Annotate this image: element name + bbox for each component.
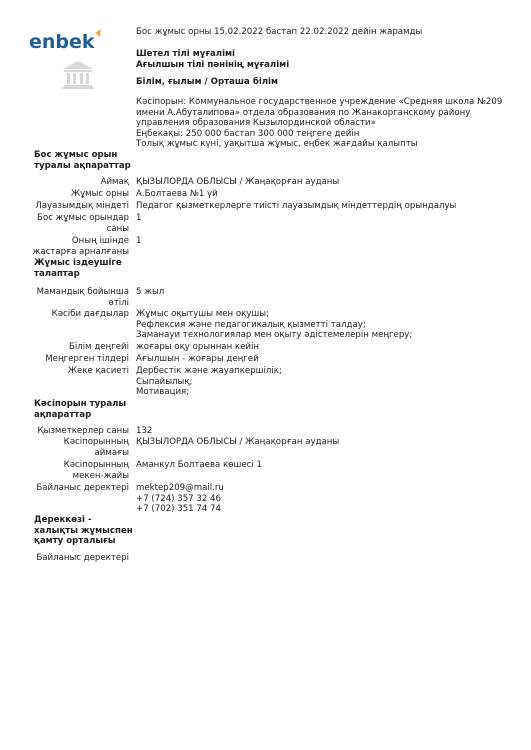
field-company-address-label-line1: Кәсіпорынның — [63, 460, 129, 470]
field-workplace-value: А.Болтаева №1 үй — [136, 189, 218, 199]
field-source-contacts-label: Байланыс деректері — [36, 553, 129, 563]
field-company-address-label-line2: мекен-жайы — [72, 470, 129, 481]
vacancy-category: Білім, ғылым / Орташа білім — [136, 77, 279, 87]
section-title-source-line3: қамту орталығы — [34, 536, 116, 547]
enbek-logo-text: enbek — [29, 31, 95, 53]
field-region-value: ҚЫЗЫЛОРДА ОБЛЫСЫ / Жаңақорған ауданы — [136, 177, 340, 187]
quality-item: Сыпайылық; — [136, 376, 193, 387]
skill-item: Рефлексия және педагогикалық қызметті талдау; — [136, 319, 366, 330]
field-company-contacts-value — [136, 483, 516, 515]
field-youth-count-label-line2: жастарға арналғаны — [32, 246, 129, 257]
vacancy-validity-period: Бос жұмыс орны 15.02.2022 бастап 22.02.2022 дейін жарамды — [136, 27, 423, 37]
salary: Еңбекақы: 250 000 бастап 300 000 теңгеге дейін — [136, 128, 360, 139]
employer-summary — [136, 97, 506, 150]
field-company-contacts-label: Байланыс деректері — [36, 483, 129, 493]
section-title-company-line2: ақпараттар — [34, 409, 92, 420]
field-personal-qualities-value — [136, 366, 516, 398]
field-duties-label: Лауазымдық міндеті — [35, 201, 129, 211]
field-skills-value — [136, 309, 516, 341]
field-experience-value: 5 жыл — [136, 287, 165, 297]
skill-item: Заманауи технологиялар мен оқыту әдістемелерін меңгеру; — [136, 330, 413, 341]
employer-line2: имени А.Абуталипова» отдела образования по Жанакорганскому району — [136, 107, 471, 118]
field-skills-label: Кәсіби дағдылар — [51, 309, 129, 319]
field-company-address-value: Аманкул Болтаева көшесі 1 — [136, 460, 262, 470]
field-experience-label — [29, 287, 129, 308]
vacancy-title-line1: Шетел тілі мұғалімі — [136, 49, 236, 59]
section-title-seeker-line1: Жұмыс іздеушіге — [34, 258, 122, 268]
enbek-logo-mark — [29, 29, 103, 55]
vacancy-title — [136, 49, 289, 70]
field-vacancy-count-label-line1: Бос жұмыс орындар — [37, 213, 129, 223]
field-youth-count-value: 1 — [136, 236, 142, 246]
field-languages-label: Меңгерген тілдері — [45, 354, 129, 364]
field-education-value: жоғары оқу орыннан кейін — [136, 342, 259, 352]
field-experience-label-line2: өтілі — [108, 297, 129, 308]
work-schedule: Толық жұмыс күні, уақытша жұмыс, еңбек жағдайы қалыпты — [136, 139, 418, 150]
field-vacancy-count-label — [29, 213, 129, 234]
field-company-region-value: ҚЫЗЫЛОРДА ОБЛЫСЫ / Жаңақорған ауданы — [136, 437, 340, 447]
field-youth-count-label-line1: Оның ішінде — [71, 236, 129, 246]
section-title-vacancy-line1: Бос жұмыс орын — [34, 150, 118, 160]
section-title-source-line1: Дереккөзі - — [34, 515, 92, 525]
field-personal-qualities-label: Жеке қасиеті — [67, 366, 129, 376]
contact-phone: +7 (724) 357 32 46 — [136, 493, 221, 504]
field-education-label: Білім деңгейі — [68, 342, 129, 352]
field-duties-value: Педагог қызметкерлерге тиісті лауазымдық міндеттердің орындалуы — [136, 201, 457, 211]
institution-building-icon — [62, 60, 94, 94]
section-title-seeker-line2: талаптар — [34, 268, 80, 279]
vacancy-title-line2: Ағылшын тілі пәнінің мұғалімі — [136, 59, 290, 70]
field-company-region-label — [29, 437, 129, 458]
field-vacancy-count-value: 1 — [136, 213, 142, 223]
skill-item: Жұмыс оқытушы мен оқушы; — [136, 309, 269, 319]
contact-email: mektep209@mail.ru — [136, 483, 224, 493]
section-title-company-line1: Кәсіпорын туралы — [34, 399, 127, 409]
enbek-logo-accent — [95, 29, 101, 37]
field-workplace-label: Жұмыс орны — [70, 189, 129, 199]
contact-phone: +7 (702) 351 74 74 — [136, 504, 221, 515]
section-title-source-line2: халықты жұмыспен — [34, 525, 133, 536]
section-title-vacancy — [34, 150, 134, 171]
employer-line3: управления образования Кызылординской области» — [136, 118, 376, 129]
field-vacancy-count-label-line2: саны — [106, 223, 129, 234]
field-languages-value: Ағылшын - жоғары деңгей — [136, 354, 259, 364]
quality-item: Мотивация; — [136, 387, 190, 398]
section-title-seeker — [34, 258, 134, 279]
field-company-address-label — [29, 460, 129, 481]
field-staff-count-value: 132 — [136, 426, 153, 436]
field-staff-count-label: Қызметкерлер саны — [37, 426, 129, 436]
field-region-label: Аймақ — [100, 177, 129, 187]
section-title-vacancy-line2: туралы ақпараттар — [34, 160, 131, 171]
field-company-region-label-line1: Кәсіпорынның — [63, 437, 129, 447]
section-title-source — [34, 515, 134, 547]
field-youth-count-label — [29, 236, 129, 257]
employer-line1: Кәсіпорын: Коммунальное государственное учреждение «Средняя школа №209 — [136, 97, 503, 107]
field-company-region-label-line2: аймағы — [94, 447, 129, 458]
enbek-logo — [29, 29, 103, 59]
field-experience-label-line1: Мамандық бойынша — [36, 287, 129, 297]
section-title-company — [34, 399, 134, 420]
quality-item: Дербестік және жауапкершілік; — [136, 366, 282, 376]
